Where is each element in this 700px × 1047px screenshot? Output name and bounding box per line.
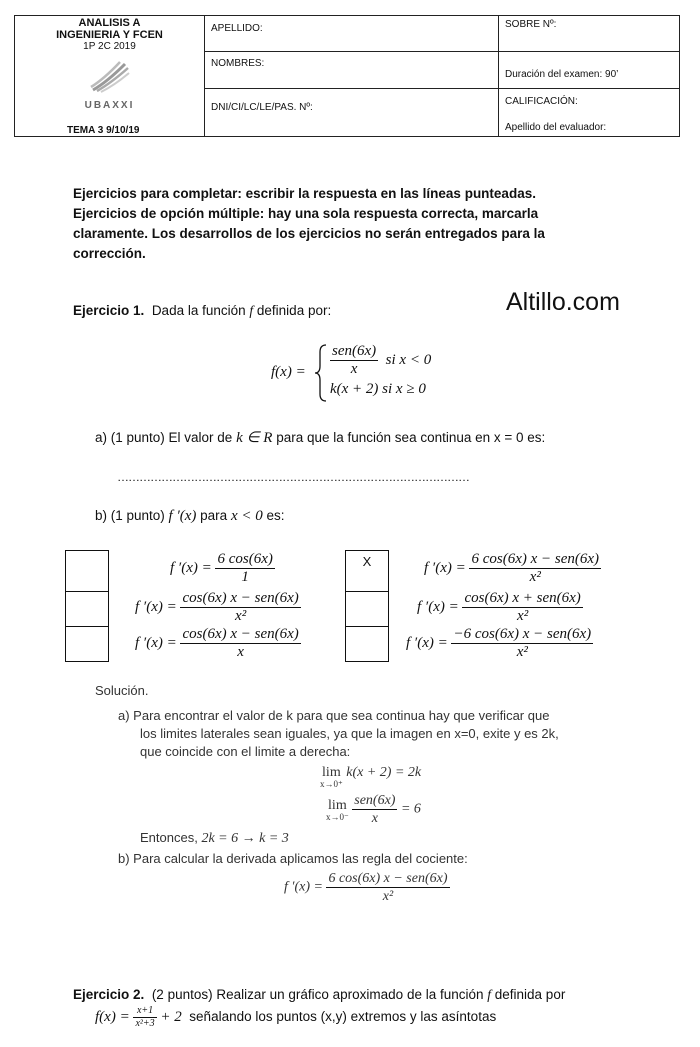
- header-divider: [498, 51, 679, 52]
- option-lhs: f ′(x) =: [170, 559, 212, 576]
- conclusion-text: Entonces,: [140, 830, 202, 845]
- part-a-text: para que la función sea continua en x = 0 es:: [272, 430, 546, 445]
- header-divider: [498, 16, 499, 136]
- deriv-lhs: f ′(x) =: [284, 879, 323, 895]
- piece1-den: x: [350, 361, 358, 377]
- ex1-part-b: [95, 508, 284, 525]
- tema-date: TEMA 3 9/10/19: [67, 125, 140, 136]
- part-b-math: f ′(x): [168, 508, 197, 524]
- solution-conclusion: [140, 829, 289, 848]
- ex2-text: señalando los puntos (x,y) extremos y las asíntotas: [189, 1009, 497, 1025]
- ex2-intro: [73, 987, 565, 1003]
- piece1-cond: si x < 0: [385, 351, 432, 368]
- option-num: 6 cos(6x) x − sen(6x): [471, 551, 600, 567]
- option-num: cos(6x) x + sen(6x): [464, 590, 581, 606]
- option-lhs: f ′(x) =: [417, 598, 459, 615]
- ex2-title: Ejercicio 2.: [73, 987, 145, 1002]
- ex2-text: (2 puntos) Realizar un gráfico aproximado de la función: [151, 987, 488, 1002]
- ex1-intro-text: definida por:: [253, 303, 332, 318]
- option-den: x: [237, 644, 244, 660]
- course-info: [15, 17, 204, 53]
- ex2-num: x+1: [133, 1005, 156, 1018]
- option-den: x²: [529, 569, 541, 585]
- logo-text: UBAXXI: [84, 100, 135, 111]
- ex1-part-a: [95, 428, 545, 447]
- limit-den: x: [371, 811, 378, 826]
- ex2-text: definida por: [491, 987, 566, 1002]
- option-den: x²: [517, 608, 529, 624]
- part-a-text: a) (1 punto) El valor de: [95, 430, 237, 445]
- course-faculty: INGENIERIA Y FCEN: [56, 29, 163, 41]
- limit-op: lim: [328, 797, 347, 813]
- option-checkbox[interactable]: [66, 551, 108, 590]
- ex1-intro-text: Dada la función: [151, 303, 250, 318]
- limit-sub: x→0⁻: [326, 811, 349, 822]
- option-checkbox[interactable]: [346, 626, 388, 661]
- exam-duration: Duración del examen: 90’: [505, 69, 619, 80]
- header-divider: [204, 88, 498, 89]
- solution-part-b: b) Para calcular la derivada aplicamos las regla del cociente:: [118, 851, 468, 866]
- instruction-line: claramente. Los desarrollos de los ejercicios no serán entregados para la: [73, 226, 545, 241]
- limit-left: [326, 792, 421, 827]
- piece-1: [330, 343, 431, 378]
- ex1-title: Ejercicio 1.: [73, 303, 145, 318]
- ex1-intro: [73, 303, 331, 319]
- solution-derivative: [284, 870, 450, 905]
- ex2-plus: + 2: [160, 1009, 182, 1026]
- header-divider: [204, 16, 205, 136]
- option-left-1: [170, 551, 275, 586]
- limit-rhs: = 6: [400, 801, 421, 817]
- ubaxxi-logo-icon: [87, 60, 131, 94]
- option-den: x²: [235, 608, 247, 624]
- ex2-den: x²+3: [135, 1018, 155, 1029]
- limit-sub: x→0⁺: [320, 779, 343, 789]
- solution-title: Solución.: [95, 683, 149, 698]
- watermark: Altillo.com: [506, 288, 620, 316]
- ex2-lhs: f(x) =: [95, 1009, 130, 1026]
- option-right-1: [424, 551, 601, 586]
- conclusion-math: 2k = 6 → k = 3: [201, 831, 289, 846]
- piece1-num: sen(6x): [332, 343, 377, 359]
- header-divider: [498, 88, 679, 89]
- deriv-num: 6 cos(6x) x − sen(6x): [328, 871, 448, 886]
- piece-2: k(x + 2) si x ≥ 0: [330, 381, 426, 397]
- deriv-den: x²: [382, 889, 394, 904]
- ex1-intro-f: f: [249, 303, 254, 318]
- ex2-function: [95, 1005, 496, 1030]
- solution-line: a) Para encontrar el valor de k para que sea continua hay que verificar que: [118, 708, 550, 723]
- option-num: −6 cos(6x) x − sen(6x): [453, 626, 592, 642]
- part-b-math: x < 0: [230, 508, 263, 524]
- option-left-3: [135, 626, 301, 661]
- ex2-f: f: [487, 987, 492, 1002]
- piecewise-lhs: f(x) =: [271, 364, 306, 380]
- dni-field[interactable]: DNI/CI/LC/LE/PAS. Nº:: [211, 102, 313, 113]
- header-divider: [204, 51, 498, 52]
- limit-expr: k(x + 2) = 2k: [346, 765, 422, 780]
- option-checkbox[interactable]: [66, 591, 108, 625]
- course-period: 1P 2C 2019: [83, 41, 136, 52]
- option-lhs: f ′(x) =: [424, 559, 466, 576]
- solution-line: que coincide con el limite a derecha:: [140, 744, 351, 759]
- answer-line[interactable]: ……………………………………………………………………………………: [117, 470, 469, 484]
- option-num: cos(6x) x − sen(6x): [182, 590, 299, 606]
- apellido-field[interactable]: APELLIDO:: [211, 23, 263, 34]
- option-lhs: f ′(x) =: [135, 634, 177, 651]
- course-name: ANALISIS A: [78, 17, 141, 29]
- limit-right: [320, 765, 421, 789]
- part-b-text: para: [196, 508, 231, 523]
- calificacion-field[interactable]: CALIFICACIÓN:: [505, 96, 578, 107]
- option-checkbox[interactable]: [66, 626, 108, 661]
- instructions: [73, 184, 673, 264]
- option-num: 6 cos(6x): [217, 551, 273, 567]
- limit-op: lim: [322, 765, 341, 780]
- nombres-field[interactable]: NOMBRES:: [211, 58, 265, 69]
- option-lhs: f ′(x) =: [406, 634, 448, 651]
- solution-line: los limites laterales sean iguales, ya que la imagen en x=0, exite y es 2k,: [140, 726, 559, 741]
- part-b-text: b) (1 punto): [95, 508, 169, 523]
- option-den: 1: [241, 569, 249, 585]
- option-checkbox[interactable]: [346, 591, 388, 625]
- limit-num: sen(6x): [354, 793, 396, 808]
- instruction-line: Ejercicios de opción múltiple: hay una sola respuesta correcta, marcarla: [73, 206, 539, 221]
- instruction-line: Ejercicios para completar: escribir la respuesta en las líneas punteadas.: [73, 186, 536, 201]
- option-left-2: [135, 590, 301, 625]
- option-checkbox-marked[interactable]: X: [362, 554, 372, 569]
- part-a-math: k ∈ R: [236, 430, 273, 446]
- part-b-text: es:: [262, 508, 285, 523]
- exam-header: [14, 15, 680, 137]
- solution-part-a: [118, 707, 658, 761]
- brace-icon: [314, 344, 328, 402]
- option-den: x²: [516, 644, 528, 660]
- option-right-2: [417, 590, 583, 625]
- option-num: cos(6x) x − sen(6x): [182, 626, 299, 642]
- evaluador-field[interactable]: Apellido del evaluador:: [505, 122, 607, 133]
- option-right-3: [406, 626, 593, 661]
- sobre-field[interactable]: SOBRE Nº:: [505, 19, 557, 30]
- instruction-line: corrección.: [73, 246, 146, 261]
- option-lhs: f ′(x) =: [135, 598, 177, 615]
